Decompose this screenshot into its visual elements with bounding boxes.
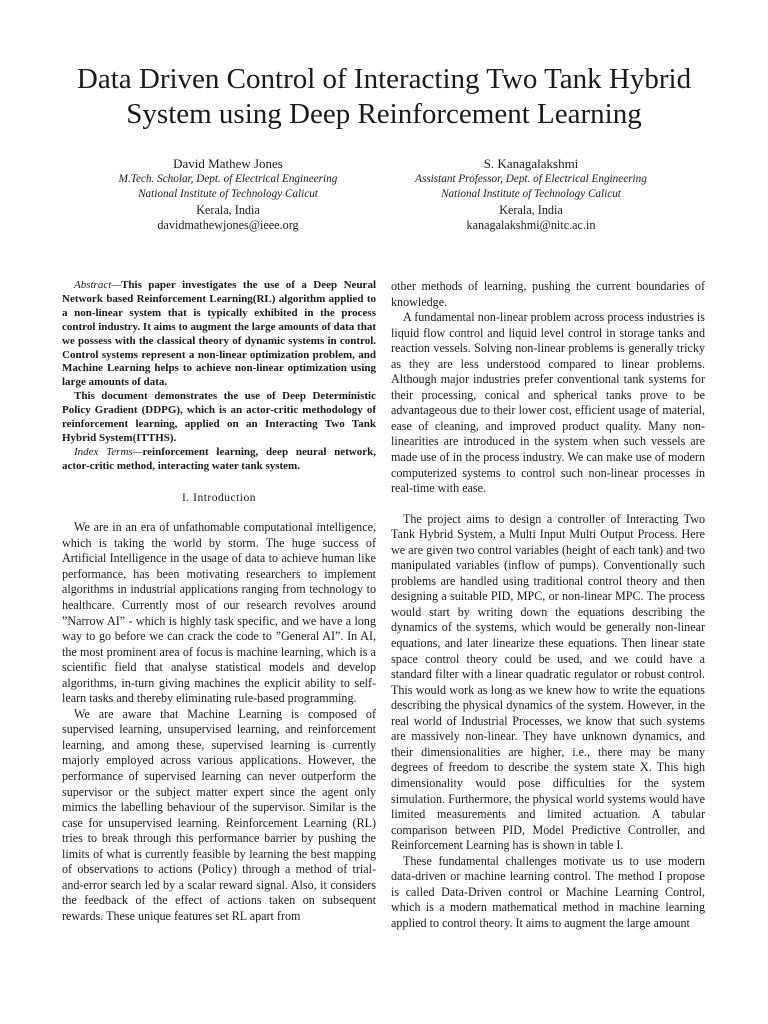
body-paragraph: other methods of learning, pushing the current boundaries of knowledge. bbox=[391, 279, 705, 309]
abstract-text: This paper investigates the use of a Deep Neural Network based Reinforcement Learning(RL) algorithm applied to a non-linear system that is typically exhibited in the process control industry. It aims to augment the large amounts of data that we possess with the classical theory of dynamic systems in control. Control systems represent a non-linear optimization problem, and Machine Learning helps to achieve non-linear optimization using large amounts of data. bbox=[62, 279, 376, 389]
author-email: davidmathewjones@ieee.org bbox=[157, 218, 299, 233]
author-institution: National Institute of Technology Calicut bbox=[441, 188, 621, 201]
paper-title: Data Driven Control of Interacting Two Tank Hybrid System using Deep Reinforcement Learning bbox=[76, 63, 692, 130]
abstract-paragraph bbox=[62, 279, 376, 390]
author-position: M.Tech. Scholar, Dept. of Electrical Engineering bbox=[118, 172, 338, 185]
abstract-label: Abstract— bbox=[74, 279, 122, 291]
author-name: S. Kanagalakshmi bbox=[483, 156, 579, 171]
index-terms-label: Index Terms— bbox=[74, 445, 143, 458]
section-heading: I. Introduction bbox=[182, 491, 256, 504]
right-column bbox=[391, 279, 705, 931]
index-terms bbox=[62, 446, 376, 474]
author-institution: National Institute of Technology Calicut bbox=[138, 188, 318, 201]
body-paragraph: The project aims to design a controller of Interacting Two Tank Hybrid System, a Multi Input Multi Output Process. Here we are given two control variables (height of each tank) and two manipulated variables (inflow of pumps). Conventionally such problems are handled using traditional control theory and then designing a suitable PID, MPC, or non-linear MPC. The process would start by writing down the equations describing the dynamics of the systems, which would be generally non-linear equations, and later linearize these equations. Then linear state space control theory could be used, and we could have a standard filter with a linear quadratic regulator or robust control. This would work as long as we knew how to write the equations describing the physical dynamics of the system. However, in the real world of Industrial Processes, we know that such systems are massively non-linear. They have unknown dynamics, and their dimensionalities are higher, i.e., there may be many degrees of freedom to describe the system state X. This high dimensionality would pose difficulties for the system simulation. Furthermore, the physical world systems would have limited measurements and limited actuation. A tabular comparison between PID, Model Predictive Controller, and Reinforcement Learning has is shown in table I. bbox=[391, 511, 705, 853]
body-paragraph: A fundamental non-linear problem across process industries is liquid flow control and liquid level control in storage tanks and reaction vessels. Solving non-linear problems is generally tricky as they are less understood compared to linear problems. Although major industries prefer conventional tank systems for their processing, conical and spherical tanks prove to be advantageous due to their lower cost, efficient usage of material, ease of cleaning, and improved product quality. Many non-linearities are introduced in the system when such vessels are made use of in the process industry. We can make use of modern computerized systems to control such non-linear processes in real-time with ease. bbox=[391, 310, 705, 496]
paragraph-gap bbox=[391, 497, 705, 512]
body-paragraph: These fundamental challenges motivate us to use modern data-driven or machine learning control. The method I propose is called Data-Driven control or Machine Learning Control, which is a modern mathematical method in machine learning applied to control theory. It aims to augment the large amount bbox=[391, 853, 705, 930]
author-email: kanagalakshmi@nitc.ac.in bbox=[466, 218, 596, 233]
index-terms-text: reinforcement learning, deep neural network, actor-critic method, interacting water tank system. bbox=[62, 445, 376, 472]
author-position: Assistant Professor, Dept. of Electrical Engineering bbox=[415, 172, 647, 185]
author-location: Kerala, India bbox=[196, 202, 260, 217]
left-column bbox=[62, 279, 376, 924]
author-location: Kerala, India bbox=[499, 202, 563, 217]
abstract bbox=[62, 279, 376, 474]
author-block-1 bbox=[68, 156, 388, 234]
author-block-2 bbox=[371, 156, 691, 234]
body-paragraph: We are aware that Machine Learning is composed of supervised learning, unsupervised learning, and reinforcement learning, and among these, supervised learning is currently majorly employed across various applications. However, the performance of supervised learning can never outperform the supervisor or the subject matter expert since the agent only mimics the labelling behaviour of the supervisor. Similar is the case for unsupervised learning. Reinforcement Learning (RL) tries to break through this performance barrier by pushing the limits of what is currently feasible by learning the best mapping of observations to actions (Policy) through a method of trial-and-error search led by a scalar reward signal. Also, it considers the feedback of the effect of actions taken on subsequent rewards. These unique features set RL apart from bbox=[62, 706, 376, 923]
abstract-paragraph: This document demonstrates the use of Deep Deterministic Policy Gradient (DDPG), which is an actor-critic methodology of reinforcement learning, applied on an Interacting Two Tank Hybrid System(ITTHS). bbox=[62, 390, 376, 444]
body-paragraph: We are in an era of unfathomable computational intelligence, which is taking the world by storm. The huge success of Artificial Intelligence in the usage of data to achieve human like performance, has been motivating researchers to implement algorithms in industrial applications ranging from technology to healthcare. Currently most of our research revolves around ”Narrow AI” - which is highly task specific, and we have a long way to go before we can crack the code to ”General AI”. In AI, the most prominent area of focus is machine learning, which is a scientific field that analyse statistical models and develop algorithms, in-turn giving machines the explicit ability to self-learn tasks and thereby eliminating rule-based programming. bbox=[62, 520, 376, 706]
author-name: David Mathew Jones bbox=[173, 156, 283, 171]
